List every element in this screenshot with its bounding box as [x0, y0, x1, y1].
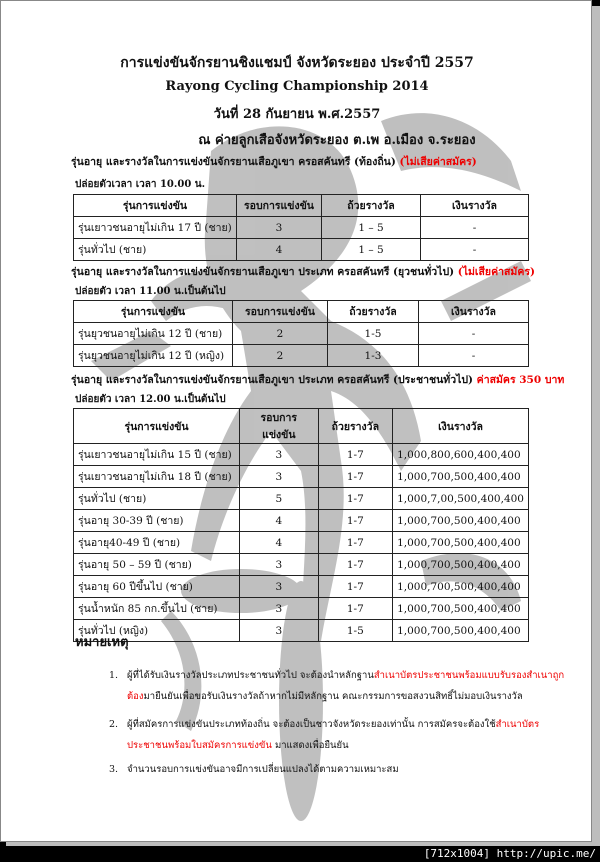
- remark-text: จำนวนรอบการแข่งขันอาจมีการเปลี่ยนแปลงได้ตามความเหมาะสม: [127, 764, 399, 775]
- section2-note: [71, 263, 535, 280]
- remark-text: ผู้ที่ได้รับเงินรางวัลประเภทประชาชนทั่วไป จะต้องนำหลักฐาน: [127, 670, 374, 681]
- cell-rounds: 3: [240, 466, 319, 488]
- event-venue: ณ ค่ายลูกเสือจังหวัดระยอง ต.เพ อ.เมือง จ.ระยอง: [198, 133, 476, 148]
- section1-start-time: ปล่อยตัวเวลา เวลา 10.00 น.: [75, 179, 206, 190]
- cell-prize: -: [419, 323, 529, 345]
- cell-prize: 1,000,700,500,400,400: [393, 620, 529, 642]
- cell-prize: 1,000,700,500,400,400: [393, 510, 529, 532]
- section3-note: [71, 371, 564, 388]
- section1-table: [73, 194, 529, 261]
- col-header-category: รุ่นการแข่งขัน: [74, 195, 237, 217]
- col-header-category: รุ่นการแข่งขัน: [74, 301, 233, 323]
- cell-rounds: 2: [233, 345, 328, 367]
- title-english: Rayong Cycling Championship 2014: [165, 79, 429, 94]
- cell-rounds: 4: [240, 510, 319, 532]
- col-header-trophy: ถ้วยรางวัล: [322, 195, 421, 217]
- cell-category: รุ่นทั่วไป (หญิง): [74, 620, 240, 642]
- cell-category: รุ่นเยาวชนอายุไม่เกิน 15 ปี (ชาย): [74, 444, 240, 466]
- section1-note-text: รุ่นอายุ และรางวัลในการแข่งขันจักรยานเสือภูเขา ครอสคันทรี (ท้องถิ่น): [71, 156, 396, 168]
- table-row: [74, 576, 529, 598]
- remark-number: 2.: [109, 719, 119, 730]
- section2-note-text: รุ่นอายุ และรางวัลในการแข่งขันจักรยานเสือภูเขา ประเภท ครอสคันทรี (ยุวชนทั่วไป): [71, 266, 455, 278]
- cell-category: รุ่นอายุ 30-39 ปี (ชาย): [74, 510, 240, 532]
- table-row: [74, 466, 529, 488]
- section2-fee-note: (ไม่เสียค่าสมัคร): [457, 266, 535, 278]
- table-header-row: [74, 195, 529, 217]
- col-header-prize: เงินรางวัล: [421, 195, 529, 217]
- cell-prize: -: [419, 345, 529, 367]
- col-header-rounds: รอบการแข่งขัน: [233, 301, 328, 323]
- table-header-row: [74, 301, 529, 323]
- section2-start-time: ปล่อยตัว เวลา 11.00 น.เป็นต้นไป: [75, 286, 226, 297]
- col-header-rounds: รอบการแข่งขัน: [240, 409, 319, 444]
- cell-category: รุ่นเยาวชนอายุไม่เกิน 17 ปี (ชาย): [74, 217, 237, 239]
- col-header-trophy: ถ้วยรางวัล: [318, 409, 393, 444]
- cell-rounds: 3: [240, 444, 319, 466]
- remark-item-1: [109, 665, 567, 707]
- remark-text: ผู้ที่สมัครการแข่งขันประเภทท้องถิ่น จะต้องเป็นชาวจังหวัดระยองเท่านั้น การสมัครจะต้องใช้: [127, 719, 496, 730]
- cell-prize: 1,000,700,500,400,400: [393, 576, 529, 598]
- table-row: [74, 510, 529, 532]
- col-header-category: รุ่นการแข่งขัน: [74, 409, 240, 444]
- cell-trophy: 1 – 5: [322, 217, 421, 239]
- cell-prize: 1,000,700,500,400,400: [393, 466, 529, 488]
- table-row: [74, 239, 529, 261]
- table-row: [74, 217, 529, 239]
- remark-text-cont: มายืนยันเพื่อขอรับเงินรางวัลถ้าหากไม่มีหลักฐาน คณะกรรมการขอสงวนสิทธิ์ไม่มอบเงินรางวัล: [143, 691, 523, 702]
- cell-rounds: 3: [240, 620, 319, 642]
- table-row: [74, 620, 529, 642]
- cell-rounds: 4: [237, 239, 322, 261]
- table-row: [74, 323, 529, 345]
- cell-rounds: 5: [240, 488, 319, 510]
- section1-fee-note: (ไม่เสียค่าสมัคร): [399, 156, 477, 168]
- table-row: [74, 554, 529, 576]
- cell-category: รุ่นน้ำหนัก 85 กก.ขึ้นไป (ชาย): [74, 598, 240, 620]
- cell-category: รุ่นยุวชนอายุไม่เกิน 12 ปี (ชาย): [74, 323, 233, 345]
- cell-rounds: 3: [240, 598, 319, 620]
- cell-trophy: 1-5: [328, 323, 419, 345]
- cell-trophy: 1-7: [318, 488, 393, 510]
- col-header-trophy: ถ้วยรางวัล: [328, 301, 419, 323]
- table-row: [74, 488, 529, 510]
- section1-note: [71, 153, 477, 170]
- table-row: [74, 598, 529, 620]
- col-header-prize: เงินรางวัล: [419, 301, 529, 323]
- cell-trophy: 1-5: [318, 620, 393, 642]
- cell-category: รุ่นอายุ40-49 ปี (ชาย): [74, 532, 240, 554]
- remark-item-2: [109, 714, 567, 756]
- cell-category: รุ่นเยาวชนอายุไม่เกิน 18 ปี (ชาย): [74, 466, 240, 488]
- cell-trophy: 1-7: [318, 466, 393, 488]
- image-host-caption: [712x1004] http://upic.me/: [423, 847, 596, 860]
- remark-highlight: สำเนาบัตรประชาชนพร้อมแบบรับรองสำเนาถูกต้อง: [127, 670, 565, 702]
- page-shadow-right: [592, 6, 600, 844]
- cell-trophy: 1-7: [318, 532, 393, 554]
- cell-prize: -: [421, 239, 529, 261]
- cell-category: รุ่นทั่วไป (ชาย): [74, 239, 237, 261]
- cell-prize: -: [421, 217, 529, 239]
- section3-start-time: ปล่อยตัว เวลา 12.00 น.เป็นต้นไป: [75, 394, 226, 405]
- cell-trophy: 1-7: [318, 510, 393, 532]
- cell-rounds: 3: [240, 554, 319, 576]
- event-date: วันที่ 28 กันยายน พ.ศ.2557: [213, 107, 381, 122]
- col-header-rounds: รอบการแข่งขัน: [237, 195, 322, 217]
- section3-table: [73, 408, 529, 642]
- table-row: [74, 345, 529, 367]
- table-row: [74, 444, 529, 466]
- remark-item-3: [109, 759, 567, 780]
- table-header-row: [74, 409, 529, 444]
- cell-prize: 1,000,700,500,400,400: [393, 554, 529, 576]
- cell-category: รุ่นยุวชนอายุไม่เกิน 12 ปี (หญิง): [74, 345, 233, 367]
- remark-highlight: สำเนาบัตรประชาชนพร้อมใบสมัครการแข่งขัน: [127, 719, 540, 751]
- cell-rounds: 3: [237, 217, 322, 239]
- section3-note-text: รุ่นอายุ และรางวัลในการแข่งขันจักรยานเสือภูเขา ประเภท ครอสคันทรี (ประชาชนทั่วไป): [71, 374, 474, 386]
- cell-trophy: 1 – 5: [322, 239, 421, 261]
- cell-prize: 1,000,700,500,400,400: [393, 598, 529, 620]
- cell-category: รุ่นอายุ 60 ปีขึ้นไป (ชาย): [74, 576, 240, 598]
- cell-prize: 1,000,800,600,400,400: [393, 444, 529, 466]
- remarks-title: หมายเหตุ: [75, 635, 129, 650]
- cell-rounds: 2: [233, 323, 328, 345]
- cell-trophy: 1-7: [318, 444, 393, 466]
- cell-trophy: 1-7: [318, 598, 393, 620]
- remark-text-cont: มาแสดงเพื่อยืนยัน: [271, 740, 349, 751]
- cell-category: รุ่นทั่วไป (ชาย): [74, 488, 240, 510]
- section3-fee-note: ค่าสมัคร 350 บาท: [476, 374, 565, 386]
- cell-trophy: 1-7: [318, 576, 393, 598]
- cell-rounds: 3: [240, 576, 319, 598]
- col-header-prize: เงินรางวัล: [393, 409, 529, 444]
- cell-category: รุ่นอายุ 50 – 59 ปี (ชาย): [74, 554, 240, 576]
- cell-trophy: 1-7: [318, 554, 393, 576]
- section2-table: [73, 300, 529, 367]
- remark-number: 1.: [109, 670, 119, 681]
- cell-trophy: 1-3: [328, 345, 419, 367]
- title-thai: การแข่งขันจักรยานชิงแชมป์ จังหวัดระยอง ประจำปี 2557: [120, 55, 474, 71]
- table-row: [74, 532, 529, 554]
- remark-number: 3.: [109, 764, 119, 775]
- cell-prize: 1,000,7,00,500,400,400: [393, 488, 529, 510]
- cell-rounds: 4: [240, 532, 319, 554]
- cell-prize: 1,000,700,500,400,400: [393, 532, 529, 554]
